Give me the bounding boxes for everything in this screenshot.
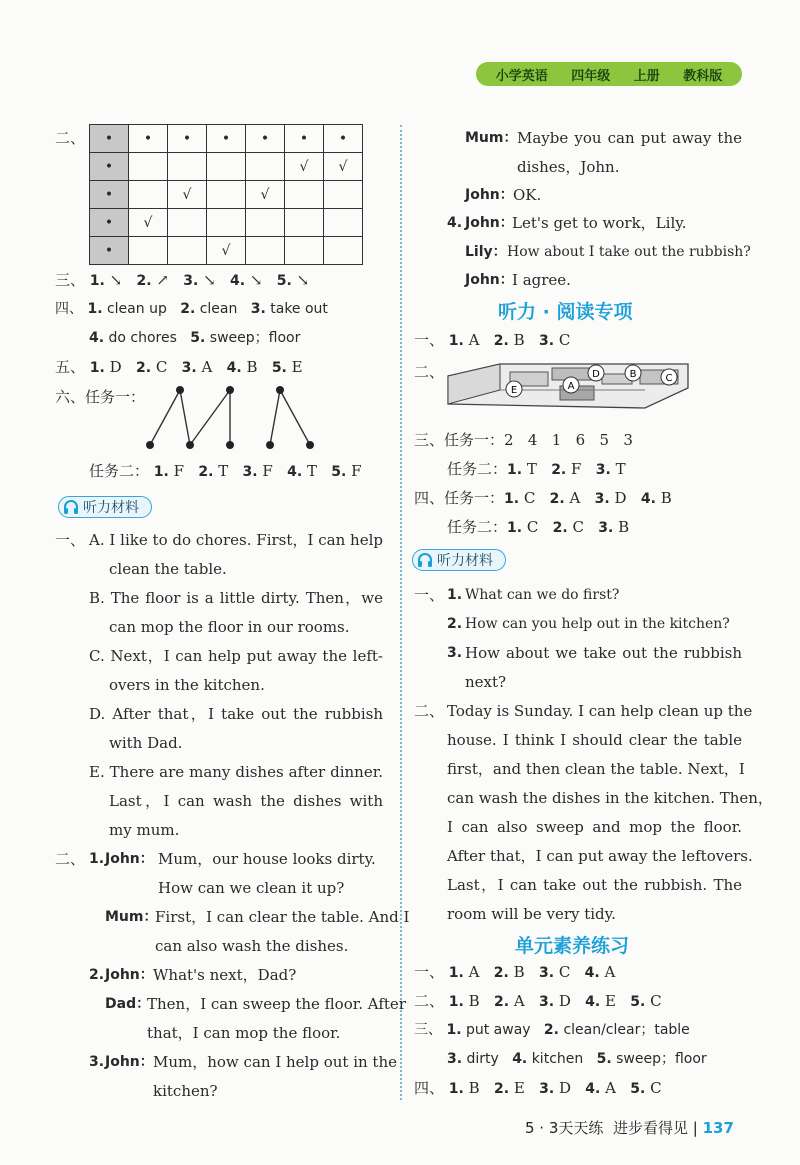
- grid-cell: •: [129, 125, 168, 153]
- item-answer: T: [306, 462, 317, 480]
- item-answer: take out: [270, 301, 328, 317]
- item-number: 1.: [87, 301, 103, 317]
- item-number: 2.: [543, 1022, 559, 1038]
- answer-grid: [89, 124, 363, 265]
- item-number: 5.: [190, 330, 206, 346]
- scene-label-b: B: [629, 369, 637, 380]
- grid-cell: [129, 237, 168, 265]
- item-answer: clean/clear；table: [563, 1022, 690, 1038]
- text-line: first，and then clean the table. Next，I: [447, 760, 745, 778]
- speaker: Dad：: [105, 996, 151, 1012]
- text-line: What can we do first?: [465, 587, 620, 603]
- text-line: Mum，our house looks dirty.: [158, 850, 376, 868]
- text-line: How can you help out in the kitchen?: [465, 616, 730, 632]
- grid-cell: [246, 237, 285, 265]
- item-number: 1.: [448, 1081, 464, 1097]
- text-line: How can we clean it up?: [158, 879, 345, 897]
- speaker: John：: [465, 272, 514, 288]
- item-answer: C: [650, 992, 662, 1010]
- item-answer: D: [558, 992, 571, 1010]
- item-number: 4.: [447, 215, 463, 231]
- section-label: 五、: [55, 358, 86, 376]
- header-edition: 教科版: [683, 68, 723, 84]
- item-number: 1.: [89, 273, 105, 289]
- item-answer: C: [155, 358, 168, 376]
- speaker: Mum：: [105, 909, 158, 925]
- item-answer: F: [262, 462, 273, 480]
- item-number: 1.: [448, 965, 464, 981]
- item-number: 1.: [446, 1022, 462, 1038]
- item-answer: ↘: [249, 271, 263, 289]
- text-line: Maybe you can put away the: [517, 129, 742, 147]
- item-answer: B: [468, 992, 480, 1010]
- item-answer: put away: [465, 1022, 531, 1038]
- item-number: 1.: [507, 520, 523, 536]
- item-number: 2.: [551, 462, 567, 478]
- item-answer: B: [246, 358, 258, 376]
- header-volume: 上册: [633, 68, 660, 84]
- grid-cell: [129, 181, 168, 209]
- speaker: John：: [105, 967, 154, 983]
- column-divider: [400, 125, 402, 1100]
- item-answer: 1: [551, 431, 562, 449]
- text-line: First，I can clear the table. And I: [155, 908, 410, 926]
- speaker: Mum：: [465, 130, 518, 146]
- speaker: John：: [465, 215, 514, 231]
- listening-material-badge: [412, 549, 506, 571]
- item-answer: kitchen: [531, 1051, 584, 1067]
- header-book: 小学英语: [495, 68, 548, 84]
- item-answer: 2: [504, 431, 514, 449]
- item-answer: B: [468, 1079, 480, 1097]
- item-number: 2.: [89, 967, 105, 983]
- grid-cell: √: [207, 237, 246, 265]
- section-label: 二、: [55, 850, 86, 868]
- section-label: 四、: [414, 1079, 445, 1097]
- item-number: 1.: [448, 333, 464, 349]
- item-number: 5.: [276, 273, 292, 289]
- item-answer: A: [201, 358, 213, 376]
- text-line: dishes，John.: [517, 158, 620, 176]
- item-number: 5.: [596, 1051, 612, 1067]
- section-label: 三、: [414, 1022, 442, 1038]
- item-number: 3.: [538, 994, 555, 1010]
- item-number: 1.: [153, 464, 169, 480]
- badge-label: 听力材料: [437, 553, 493, 569]
- section-label: 三、: [55, 271, 86, 289]
- text-line: Last，I can take out the rubbish. The: [447, 876, 742, 894]
- section-label: 二、: [414, 702, 445, 720]
- text-line: Then，I can sweep the floor. After: [147, 995, 406, 1013]
- matching-lines: [140, 380, 330, 455]
- answer-row-r3-task2: [447, 459, 626, 480]
- task-label: 任务二：: [447, 518, 508, 536]
- section-label: 二、: [414, 992, 445, 1010]
- grid-cell: •: [90, 125, 129, 153]
- grid-cell: [168, 209, 207, 237]
- text-line: overs in the kitchen.: [109, 676, 265, 694]
- text-line: next?: [465, 673, 507, 691]
- item-answer: ↘: [109, 271, 123, 289]
- section-label: 二、: [414, 363, 445, 381]
- item-answer: D: [109, 358, 122, 376]
- page-footer: [525, 1117, 734, 1138]
- grid-cell: [168, 237, 207, 265]
- grid-cell: √: [324, 153, 363, 181]
- grid-cell: [324, 237, 363, 265]
- item-answer: A: [604, 963, 616, 981]
- item-answer: B: [660, 489, 672, 507]
- text-line: with Dad.: [109, 734, 183, 752]
- item-number: 1.: [448, 994, 464, 1010]
- item-answer: C: [558, 963, 571, 981]
- speaker: John：: [105, 851, 154, 867]
- item-number: 2.: [493, 965, 509, 981]
- item-answer: clean: [199, 301, 238, 317]
- item-answer: A: [513, 992, 525, 1010]
- grid-cell: [207, 209, 246, 237]
- headphones-icon: [63, 499, 79, 515]
- text-line: C. Next，I can help put away the left-: [89, 647, 383, 665]
- item-answer: dirty: [466, 1051, 499, 1067]
- grid-cell: √: [129, 209, 168, 237]
- headphones-icon: [417, 552, 433, 568]
- item-number: 3.: [447, 645, 463, 661]
- item-number: 4.: [585, 994, 601, 1010]
- answer-row-s4: [55, 299, 328, 319]
- answer-row-u4: [414, 1078, 662, 1099]
- text-line: How about we take out the rubbish: [465, 644, 742, 662]
- item-answer: B: [513, 331, 525, 349]
- grid-cell: •: [90, 153, 129, 181]
- grid-cell: [324, 209, 363, 237]
- item-number: 2.: [180, 301, 196, 317]
- task-label: 任务一：: [444, 431, 505, 449]
- item-answer: 6: [575, 431, 586, 449]
- text-line: room will be very tidy.: [447, 905, 616, 923]
- item-number: 2.: [493, 1081, 510, 1097]
- text-line: house. I think I should clear the table: [447, 731, 742, 749]
- item-number: 3.: [598, 520, 614, 536]
- text-line: Today is Sunday. I can help clean up the: [447, 702, 753, 720]
- item-answer: B: [618, 518, 630, 536]
- scene-label-e: E: [510, 385, 518, 396]
- item-number: 1.: [89, 360, 105, 376]
- text-line: Last，I can wash the dishes with: [109, 792, 383, 810]
- item-answer: E: [513, 1079, 525, 1097]
- text-line: E. There are many dishes after dinner.: [89, 763, 383, 781]
- item-answer: C: [572, 518, 584, 536]
- grid-cell: [129, 153, 168, 181]
- text-line: can mop the floor in our rooms.: [109, 618, 350, 636]
- grid-cell: √: [168, 181, 207, 209]
- item-answer: C: [650, 1079, 662, 1097]
- grid-cell: [207, 181, 246, 209]
- grid-cell: [207, 153, 246, 181]
- item-answer: ↘: [296, 271, 310, 289]
- item-number: 5.: [630, 994, 646, 1010]
- answer-row-u2: [414, 991, 662, 1012]
- task-label: 任务二：: [447, 460, 508, 478]
- grid-cell: [285, 237, 324, 265]
- grid-cell: [285, 181, 324, 209]
- answer-row-u3: [414, 1020, 690, 1040]
- item-answer: A: [468, 963, 480, 981]
- grid-cell: •: [168, 125, 207, 153]
- text-line: What's next，Dad?: [153, 966, 297, 984]
- item-answer: F: [173, 462, 185, 480]
- item-number: 5.: [630, 1081, 646, 1097]
- item-answer: A: [468, 331, 480, 349]
- item-number: 2.: [198, 464, 214, 480]
- grid-cell: [324, 181, 363, 209]
- text-line: clean the table.: [109, 560, 227, 578]
- answer-row-r1: [414, 330, 570, 351]
- item-number: 4.: [640, 491, 656, 507]
- text-line: Mum，how can I help out in the: [153, 1053, 397, 1071]
- text-line: can also wash the dishes.: [155, 937, 349, 955]
- item-answer: E: [291, 358, 303, 376]
- item-answer: D: [558, 1079, 571, 1097]
- item-answer: T: [615, 460, 626, 478]
- item-number: 4.: [89, 330, 105, 346]
- answer-row-u3b: [447, 1049, 707, 1069]
- section-label: 二、: [55, 129, 86, 147]
- item-number: 3.: [539, 1081, 555, 1097]
- item-number: 1.: [447, 587, 463, 603]
- section-label: 四、: [55, 301, 83, 317]
- text-line: my mum.: [109, 821, 180, 839]
- task-label: 任务一：: [85, 388, 146, 406]
- item-number: 2.: [549, 491, 565, 507]
- text-line: D. After that，I take out the rubbish: [89, 705, 383, 723]
- item-number: 3.: [595, 462, 611, 478]
- grid-cell: [246, 153, 285, 181]
- header-grade: 四年级: [571, 68, 611, 84]
- item-answer: D: [614, 489, 627, 507]
- badge-label: 听力材料: [83, 500, 139, 516]
- answer-row-s6: [55, 387, 145, 407]
- text-line: B. The floor is a little dirty. Then，we: [89, 589, 383, 607]
- item-number: 3.: [250, 301, 266, 317]
- item-number: 2.: [135, 360, 152, 376]
- item-answer: clean up: [106, 301, 167, 317]
- item-answer: 3: [623, 431, 633, 449]
- item-number: 4.: [584, 965, 600, 981]
- grid-cell: [246, 209, 285, 237]
- text-line: OK.: [513, 186, 542, 204]
- answer-row-r4: [414, 488, 672, 509]
- item-answer: sweep；floor: [616, 1051, 707, 1067]
- footer-slogan: 进步看得见: [612, 1119, 688, 1137]
- footer-brand: 5 · 3天天练: [525, 1119, 604, 1137]
- item-number: 4.: [512, 1051, 528, 1067]
- text-line: Let's get to work，Lily.: [512, 214, 687, 232]
- answer-row-s5: [55, 357, 303, 378]
- text-line: How about I take out the rubbish?: [507, 244, 751, 260]
- house-scene-illustration: [440, 358, 695, 413]
- scene-label-a: A: [567, 381, 575, 392]
- item-number: 2.: [447, 616, 463, 632]
- item-answer: sweep；floor: [209, 330, 301, 346]
- item-answer: 4: [527, 431, 538, 449]
- item-number: 3.: [181, 360, 197, 376]
- item-answer: ↗: [156, 271, 169, 289]
- listening-material-badge: [58, 496, 152, 518]
- item-answer: T: [218, 462, 229, 480]
- item-number: 3.: [594, 491, 610, 507]
- item-number: 2.: [136, 273, 152, 289]
- item-number: 2.: [493, 333, 509, 349]
- text-line: After that，I can put away the leftovers.: [447, 847, 753, 865]
- section-title-listening-reading: 听力 · 阅读专项: [498, 301, 633, 323]
- section-label: 一、: [414, 963, 445, 981]
- text-line: A. I like to do chores. First，I can help: [89, 531, 383, 549]
- answer-row-r3: [414, 430, 633, 450]
- grid-cell: •: [285, 125, 324, 153]
- item-answer: C: [558, 331, 571, 349]
- item-number: 5.: [271, 360, 287, 376]
- grid-cell: •: [246, 125, 285, 153]
- text-line: kitchen?: [153, 1082, 218, 1100]
- speaker: John：: [465, 187, 514, 203]
- item-number: 4.: [226, 360, 242, 376]
- answer-row-r4-task2: [447, 517, 629, 538]
- item-number: 3.: [183, 273, 199, 289]
- item-number: 3.: [242, 464, 258, 480]
- item-number: 4.: [287, 464, 303, 480]
- item-answer: C: [526, 518, 539, 536]
- item-answer: F: [571, 460, 582, 478]
- item-answer: A: [569, 489, 581, 507]
- scene-label-d: D: [592, 369, 600, 380]
- grid-cell: •: [324, 125, 363, 153]
- grid-cell: •: [207, 125, 246, 153]
- section-label: 一、: [55, 531, 86, 549]
- item-answer: 5: [599, 431, 610, 449]
- item-number: 5.: [331, 464, 347, 480]
- item-number: 4.: [230, 273, 246, 289]
- section-label: 一、: [414, 331, 445, 349]
- item-number: 2.: [552, 520, 568, 536]
- grid-cell: [285, 209, 324, 237]
- speaker: Lily：: [465, 244, 507, 260]
- page-number: 137: [702, 1119, 734, 1137]
- item-answer: ↘: [203, 271, 216, 289]
- book-header: [476, 62, 742, 86]
- speaker: John：: [105, 1054, 154, 1070]
- answer-row-s4b: [89, 328, 300, 348]
- section-title-unit-practice: 单元素养练习: [515, 935, 630, 957]
- item-number: 4.: [585, 1081, 601, 1097]
- scene-label-c: C: [665, 373, 673, 384]
- task-label: 任务二：: [89, 462, 150, 480]
- text-line: can wash the dishes in the kitchen. Then，: [447, 789, 773, 807]
- item-answer: A: [605, 1079, 616, 1097]
- item-number: 3.: [89, 1054, 105, 1070]
- grid-cell: •: [90, 209, 129, 237]
- section-label: 一、: [414, 586, 445, 604]
- grid-cell: √: [285, 153, 324, 181]
- item-number: 3.: [447, 1051, 463, 1067]
- section-label: 三、: [414, 431, 445, 449]
- item-number: 2.: [493, 994, 510, 1010]
- answer-row-u1: [414, 962, 615, 983]
- section-label: 六、: [55, 388, 86, 406]
- item-number: 1.: [507, 462, 523, 478]
- text-line: that，I can mop the floor.: [147, 1024, 341, 1042]
- grid-cell: •: [90, 237, 129, 265]
- text-line: I can also sweep and mop the floor.: [447, 818, 742, 836]
- item-number: 3.: [538, 965, 555, 981]
- footer-separator: |: [692, 1119, 698, 1137]
- text-line: I agree.: [512, 271, 571, 289]
- grid-cell: [168, 153, 207, 181]
- item-number: 1.: [89, 851, 105, 867]
- item-answer: E: [605, 992, 616, 1010]
- answer-row-s3: [55, 270, 309, 291]
- answer-row-s6-task2: [89, 461, 362, 482]
- grid-cell: •: [90, 181, 129, 209]
- item-number: 1.: [504, 491, 520, 507]
- section-label: 四、: [414, 489, 445, 507]
- item-answer: do chores: [108, 330, 177, 346]
- task-label: 任务一：: [444, 489, 505, 507]
- item-number: 3.: [538, 333, 555, 349]
- item-answer: C: [523, 489, 536, 507]
- item-answer: T: [526, 460, 537, 478]
- grid-cell: √: [246, 181, 285, 209]
- item-answer: F: [351, 462, 362, 480]
- item-answer: B: [513, 963, 525, 981]
